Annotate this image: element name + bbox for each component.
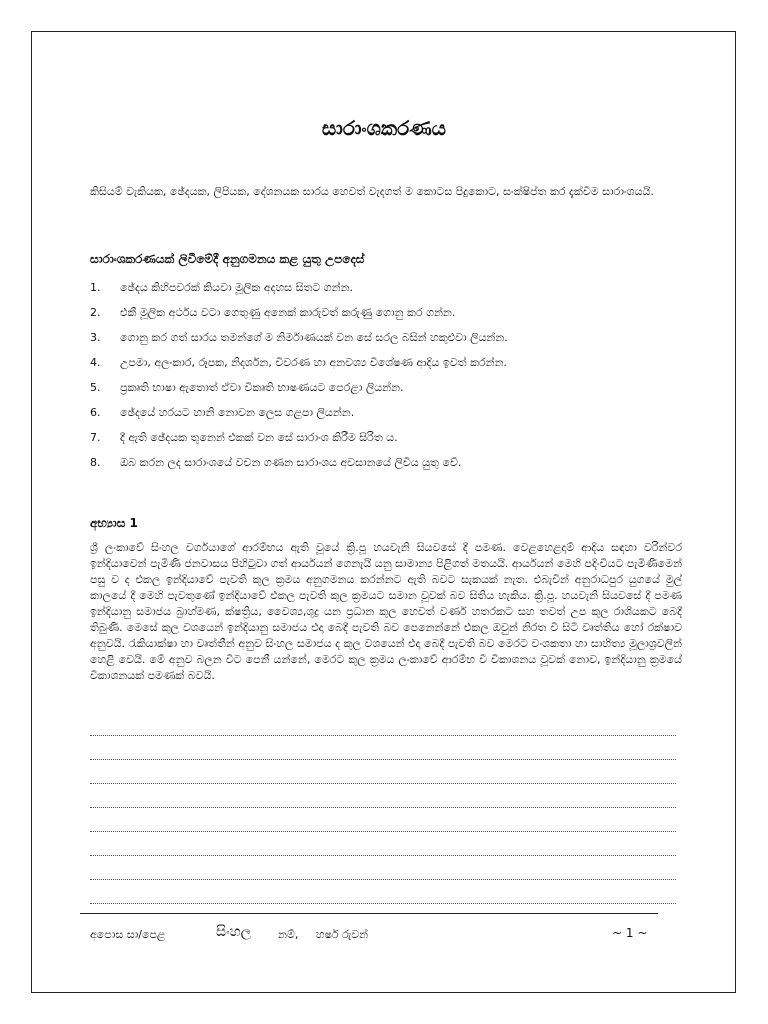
list-item bbox=[90, 280, 682, 305]
footer-author: නම්, හර්ෂ රුවන් bbox=[278, 928, 369, 941]
list-item-text: ඔබ කරන ලද සාරාංශයේ වචන ගණන සාරාංශය අවසානයේ ලිවිය යුතු වේ. bbox=[120, 456, 462, 469]
exercise-heading: අභ්‍යාස 1 bbox=[90, 516, 138, 530]
footer-subject: සිංහල bbox=[216, 924, 252, 940]
guidelines-heading: සාරාංශකරණයක් ලිවීමේදී අනුගමනය කළ යුතු උපදෙස් bbox=[90, 252, 365, 266]
answer-line bbox=[90, 880, 676, 904]
list-item-text: එකී මූලික අර්ථය වටා ගෙතුණු අනෙක් කාරුවත් කරුණු ගොනු කර ගන්න. bbox=[120, 306, 456, 319]
list-item bbox=[90, 355, 682, 380]
answer-line bbox=[90, 712, 676, 736]
document-title: සාරාංශකරණය bbox=[321, 116, 447, 140]
list-item-number: 8. bbox=[90, 456, 101, 469]
page-number: ~ 1 ~ bbox=[612, 926, 648, 940]
answer-line bbox=[90, 760, 676, 784]
list-item-text: දී ඇති ඡේදයක තුනෙන් එකක් වන සේ සාරාංශ කිරීම සිරිත ය. bbox=[120, 431, 398, 444]
list-item bbox=[90, 305, 682, 330]
answer-line bbox=[90, 832, 676, 856]
list-item-text: උපමා, අලංකාර, රූපක, නිදර්ශන, විවරණ හා අනවශ්‍ය විශේෂණ ආදිය ඉවත් කරන්න. bbox=[120, 356, 508, 369]
list-item-number: 6. bbox=[90, 406, 101, 419]
intro-paragraph: කිසියම් වැකියක, ඡේදයක, ලිපියක, දේශනයක සාරය හෙවත් වැදගත් ම කොටස පිදුකොට, සංක්ෂිප්ත කර දැක්වීම සාරාංශයයි. bbox=[90, 185, 654, 198]
answer-line bbox=[90, 856, 676, 880]
footer-exam-label: අපොස සා/පෙළ bbox=[90, 928, 166, 941]
list-item-text: ගොනු කර ගත් සාරය තමන්ගේ ම නිර්මාණයක් වන සේ සරල බසින් හකුළුවා ලියන්න. bbox=[120, 331, 508, 344]
guidelines-list bbox=[90, 280, 682, 480]
list-item bbox=[90, 380, 682, 405]
list-item-text: ඡේදයේ හරයට හානි නොවන ලෙස ගළපා ලියන්න. bbox=[120, 406, 355, 419]
list-item-number: 1. bbox=[90, 281, 101, 294]
list-item-number: 2. bbox=[90, 306, 101, 319]
list-item-number: 3. bbox=[90, 331, 101, 344]
list-item bbox=[90, 330, 682, 355]
list-item bbox=[90, 455, 682, 480]
list-item-number: 4. bbox=[90, 356, 101, 369]
list-item bbox=[90, 405, 682, 430]
list-item-number: 7. bbox=[90, 431, 101, 444]
footer-divider bbox=[80, 913, 658, 914]
answer-line bbox=[90, 784, 676, 808]
exercise-passage: ශ්‍රී ලංකාවේ සිංහල වර්ගයාගේ ආරම්භය ඇති වූයේ ක්‍රි.පූ හයවැනි සියවසේ දී පමණ. වෙළහෙළදාම් ආදිය සඳහා වරින්වර ඉන්දියාවෙන් පැමිණි ජනවාසය පිහිටුවා ගත් ආර්යයන් ගෙනැයි යනු සාමාන්‍ය පිළිගත් මතයයි. ආර්යයන් මෙහි පදිංචියට පැමිණීමෙන් පසු ව ද එකල ඉන්දියාවේ පැවති කුල ක්‍රමය අනුගමනය කරන්නට ඇති බවට සැකයක් නැත. එබැවින් අනුරාධපුර යුගයේ මුල් කාලයේ දී මෙහි පැවතුණේ ඉන්දියාවේ එකල පැවති කුල ක්‍රමයට සමාන වූවක් බව සිතිය හැකිය. ක්‍රි.පූ. හයවැනි සියවසේ දී පමණ ඉන්දියානු සමාජය බ්‍රාහ්මණ, ක්ෂත්‍රිය, වෛශ්‍ය,ශුද්‍ර යන ප්‍රධාන කුල හෙවත් වර්ණ හතරකට සහ තවත් උප කුල රාශියකට බෙදී තිබුණි. මෙසේ කුල වශයෙන් ඉන්දියානු සමාජය එදා බෙදී පැවති බව පෙනෙන්නේ එකල ඔවුන් නිරත වී සිටි වෘත්තිය හෝ රක්ෂාව අනුවයි. රැකියාක්ෂා හා වෘත්තීන් අනුව සිංහල සමාජය ද කුල වශයෙන් එදා බෙදී පැවති බව මෙරට වංශකතා හා සාහිත්‍ය මූලාශ්‍රවලින් හෙළි වෙයි. මේ අනුව බලන විට පෙනී යන්නේ, මෙරට කුල ක්‍රමය ලංකාවේ ආරම්භ වී විකාශනය වූවක් නොව, ඉන්දියානු ක්‍රමයේ විකාශනයක් පමණක් බවයි. bbox=[90, 541, 682, 682]
answer-line bbox=[90, 808, 676, 832]
answer-lines bbox=[90, 712, 676, 904]
answer-line bbox=[90, 736, 676, 760]
list-item-number: 5. bbox=[90, 381, 101, 394]
list-item-text: ඡේදය කිහිපවරක් කියවා මූලික අදහස සිතට ගන්න. bbox=[120, 281, 354, 294]
list-item-text: ප්‍රකෘති භාෂා ඇතොත් ඒවා විකෘති භාෂණයට පෙරළා ලියන්න. bbox=[120, 381, 404, 394]
page-footer bbox=[90, 924, 650, 944]
list-item bbox=[90, 430, 682, 455]
